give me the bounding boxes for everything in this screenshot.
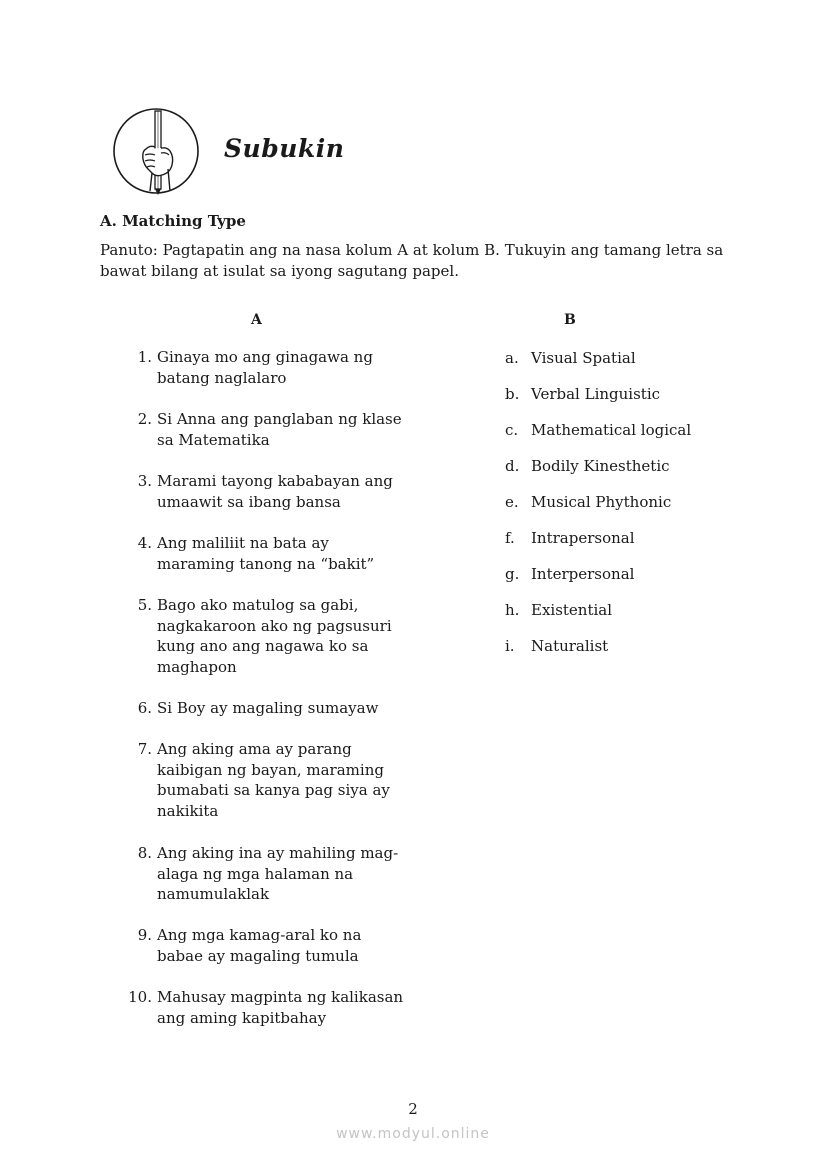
section-title: Subukin: [224, 134, 345, 163]
item-number: 5.: [137, 596, 152, 614]
instructions-text: Panuto: Pagtapatin ang na nasa kolum A at kolum B. Tukuyin ang tamang letra sa bawat bilang at isulat sa iyong sagutang papel.: [100, 241, 724, 280]
item-letter: c.: [505, 421, 519, 439]
item-letter: d.: [505, 457, 520, 475]
item-text: Ang mga kamag-aral ko na babae ay magaling tumula: [157, 926, 362, 965]
item-number: 4.: [137, 534, 152, 552]
column-a-item: [128, 595, 408, 677]
column-b-item: [505, 600, 612, 620]
watermark: www.modyul.online: [336, 1126, 490, 1142]
column-b-item: [505, 528, 635, 548]
column-b-item: [505, 348, 636, 368]
item-number: 7.: [137, 740, 152, 758]
item-number: 3.: [137, 472, 152, 490]
column-a-item: [128, 471, 408, 512]
page-number: 2: [408, 1100, 418, 1118]
item-number: 6.: [137, 699, 152, 717]
item-number: 10.: [128, 988, 152, 1006]
item-letter: e.: [505, 493, 519, 511]
column-a-item: [128, 925, 408, 966]
hand-holding-pencil-icon: [112, 107, 200, 195]
column-b-item: [505, 564, 634, 584]
item-letter: h.: [505, 601, 520, 619]
item-letter: i.: [505, 637, 515, 655]
item-number: 9.: [137, 926, 152, 944]
item-text: Interpersonal: [531, 565, 635, 583]
item-text: Bago ako matulog sa gabi, nagkakaroon ako ng pagsusuri kung ano ang nagawa ko sa maghapon: [157, 596, 392, 676]
item-text: Ang maliliit na bata ay maraming tanong na “bakit”: [157, 534, 375, 573]
item-text: Si Anna ang panglaban ng klase sa Matematika: [157, 410, 402, 449]
item-text: Intrapersonal: [531, 529, 635, 547]
item-number: 8.: [137, 844, 152, 862]
column-a-item: [128, 739, 408, 821]
item-text: Mahusay magpinta ng kalikasan ang aming kapitbahay: [157, 988, 404, 1027]
item-text: Verbal Linguistic: [531, 385, 661, 403]
column-a-item: [128, 698, 408, 719]
column-a-item: [128, 987, 408, 1028]
item-text: Marami tayong kababayan ang umaawit sa ibang bansa: [157, 472, 393, 511]
item-text: Ang aking ina ay mahiling mag-alaga ng mga halaman na namumulaklak: [157, 844, 399, 903]
column-b-item: [505, 420, 691, 440]
column-a-item: [128, 347, 408, 388]
item-text: Bodily Kinesthetic: [531, 457, 670, 475]
item-number: 1.: [137, 348, 152, 366]
column-b-item: [505, 456, 670, 476]
column-a-item: [128, 533, 408, 574]
item-text: Musical Phythonic: [531, 493, 672, 511]
item-number: 2.: [137, 410, 152, 428]
item-text: Si Boy ay magaling sumayaw: [157, 699, 379, 717]
item-letter: b.: [505, 385, 520, 403]
column-b-item: [505, 492, 671, 512]
item-letter: g.: [505, 565, 520, 583]
item-text: Ginaya mo ang ginagawa ng batang naglalaro: [157, 348, 373, 387]
column-a-item: [128, 843, 408, 905]
column-b-item: [505, 636, 608, 656]
column-a-header: A: [251, 312, 262, 328]
item-text: Ang aking ama ay parang kaibigan ng bayan, maraming bumabati sa kanya pag siya ay nakikita: [157, 740, 390, 820]
item-text: Naturalist: [531, 637, 609, 655]
item-text: Existential: [531, 601, 613, 619]
item-text: Mathematical logical: [531, 421, 692, 439]
item-text: Visual Spatial: [531, 349, 636, 367]
item-letter: a.: [505, 349, 519, 367]
column-a-item: [128, 409, 408, 450]
matching-type-heading: A. Matching Type: [100, 212, 246, 230]
column-b-item: [505, 384, 660, 404]
column-b-header: B: [564, 312, 576, 328]
item-letter: f.: [505, 529, 515, 547]
